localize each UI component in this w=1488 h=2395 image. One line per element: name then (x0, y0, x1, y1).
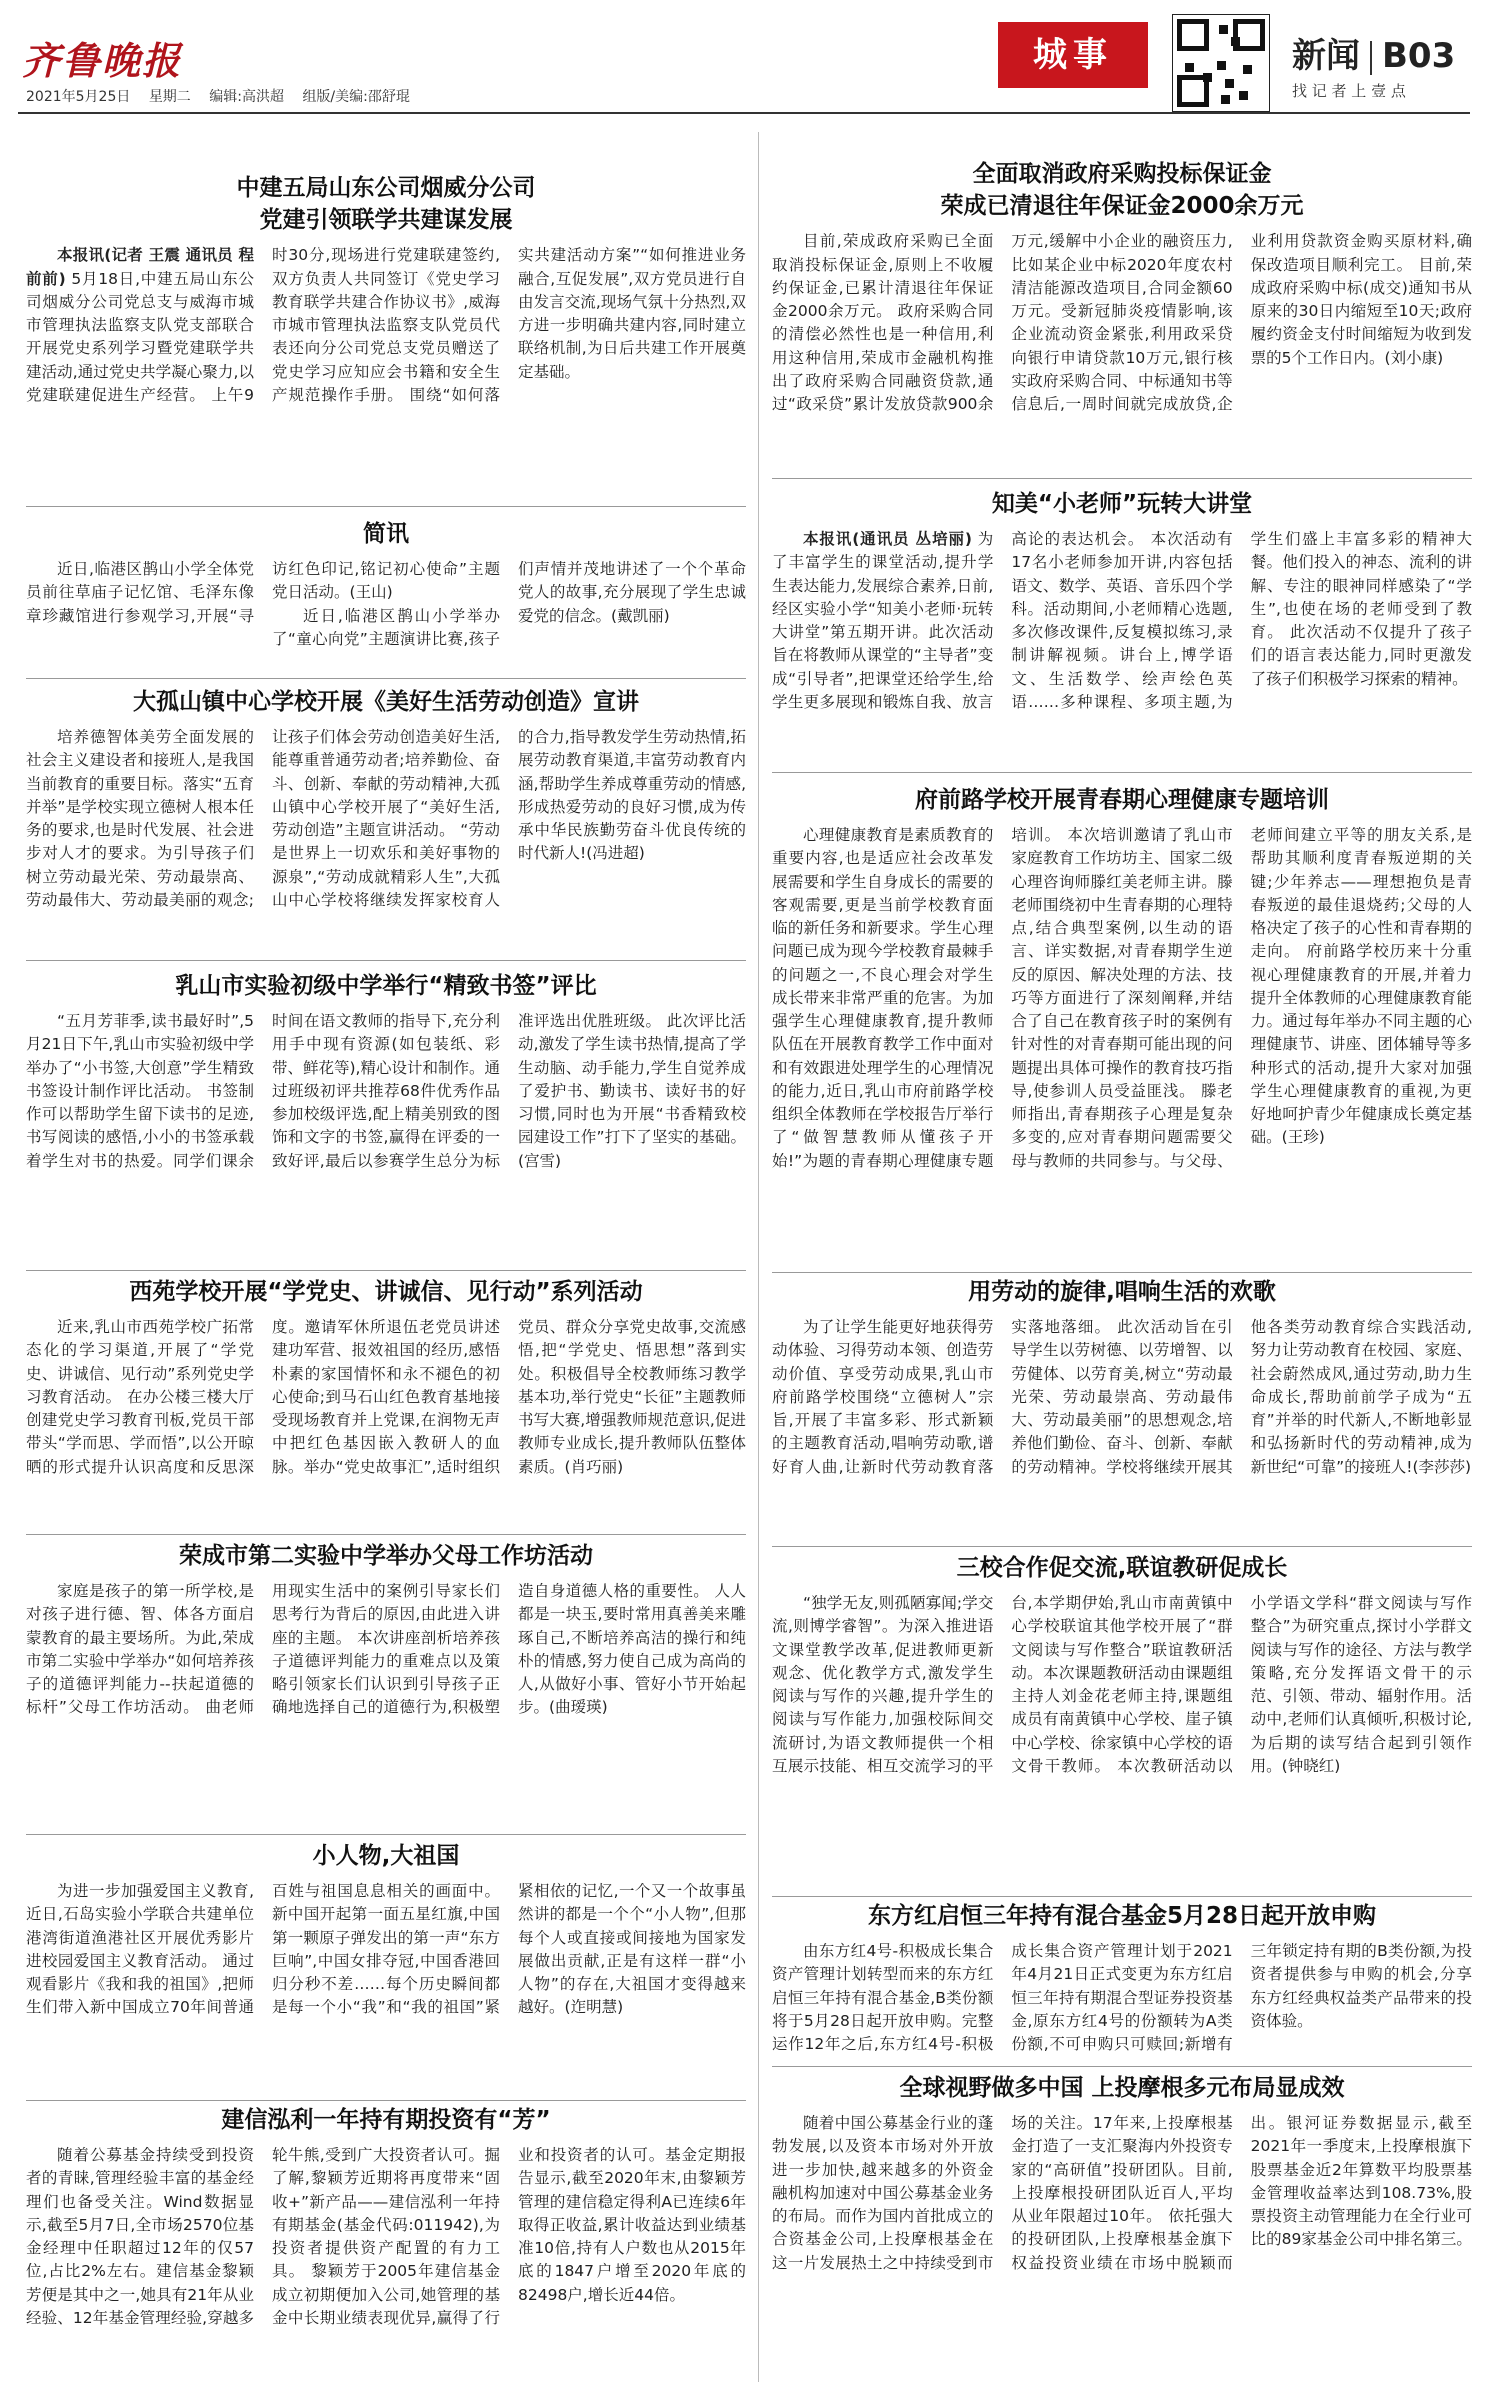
article-title: 小人物,大祖国 (312, 1843, 460, 1869)
edition-info (26, 86, 424, 106)
article-text: 培养德智体美劳全面发展的社会主义建设者和接班人,是我国当前教育的重要目标。落实“五育并举”是学校实现立德树人根本任务的要求,也是时代发展、社会进步对人才的要求。为引导孩子们树立劳动最光荣、劳动最崇高、劳动最伟大、劳动最美丽的观念;让孩子们体会劳动创造美好生活,能尊重普通劳动者;培养勤俭、奋斗、创新、奉献的劳动精神,大孤山镇中心学校开展了“美好生活,劳动创造”主题宣讲活动。 “劳动是世界上一切欢乐和美好事物的源泉”,“劳动成就精彩人生”,大孤山中心学校将继续发挥家校育人的合力,指导教发学生劳动热情,拓展劳动教育渠道,丰富劳动教育内涵,帮助学生养成尊重劳动的情感,形成热爱劳动的良好习惯,成为传承中华民族勤劳奋斗优良传统的时代新人! (26, 728, 746, 909)
divider (26, 1534, 746, 1535)
design-credit: 组版/美编:邵舒琨 (302, 89, 410, 105)
article-subtitle: 荣成已清退往年保证金2000余万元 (940, 193, 1304, 220)
page-header (0, 0, 1488, 125)
article-title: 简讯 (363, 521, 409, 547)
article-title: 西苑学校开展“学党史、讲诚信、见行动”系列活动 (129, 1279, 643, 1305)
article-title: 东方红启恒三年持有混合基金5月28日起开放申购 (867, 1903, 1376, 1929)
article-text: 由东方红4号-积极成长集合资产管理计划转型而来的东方红启恒三年持有混合基金,B类份额将于5月28日起开放申购。完整运作12年之后,东方红4号-积极成长集合资产管理计划于2021年4月21日正式变更为东方红启恒三年持有期混合型证券投资基金,原东方红4号的份额转为A类份额,不可申购只可赎回;新增有三年锁定持有期的B类份额,为投资者提供参与申购的机会,分享东方红经典权益类产品带来的投资体验。 (772, 1942, 1472, 2054)
article-body (772, 230, 1472, 416)
article-jianxin (26, 2104, 746, 2384)
divider (772, 1546, 1472, 1547)
article-body (772, 1592, 1472, 1778)
divider (772, 1272, 1472, 1273)
article-body (26, 244, 746, 407)
article-body (26, 1010, 746, 1173)
article-author: (戴凯丽) (611, 606, 670, 625)
column-divider (758, 132, 759, 2382)
article-author: (肖巧丽) (564, 1457, 624, 1476)
article-text: 近来,乳山市西苑学校广拓常态化的学习渠道,开展了“学党史、讲诚信、见行动”系列党史学习教育活动。 在办公楼三楼大厅创建党史学习教育刊板,党员干部带头“学而思、学而悟”,以公开晾晒的形式提升认识高度和反思深度。邀请军休所退伍老党员讲述建功军营、报效祖国的经历,感悟朴素的家国情怀和永不褪色的初心使命;到马石山红色教育基地接受现场教育并上党课,在润物无声中把红色基因嵌入教研人的血脉。举办“党史故事汇”,适时组织党员、群众分享党史故事,交流感悟,把“学党史、悟思想”落到实处。积极倡导全校教师练习教学基本功,举行党史“长征”主题教师书写大赛,增强教师规范意识,促进教师专业成长,提升教师队伍整体素质。 (26, 1318, 746, 1476)
reporter-contact: 找 记 者 上 壹 点 (1292, 82, 1406, 100)
article-body (772, 2112, 1472, 2275)
article-little-teacher (772, 488, 1472, 766)
article-little-people (26, 1840, 746, 2094)
article-byline: 本报讯(通讯员 丛培丽) (803, 530, 972, 549)
article-body (26, 1580, 746, 1720)
divider (772, 2066, 1472, 2067)
article-three-schools (772, 1552, 1472, 1892)
page-heading (1292, 28, 1455, 77)
issue-date: 2021年5月25日 (26, 89, 131, 105)
article-title: 全面取消政府采购投标保证金 (972, 161, 1272, 187)
article-title: 三校合作促交流,联谊教研促成长 (956, 1555, 1288, 1581)
article-text: 近日,临港区鹊山小学举办了“童心向党”主题演讲比赛,孩子们声情并茂地讲述了一个个革命党人的故事,充分展现了学生忠诚爱党的信念。 (272, 560, 746, 648)
article-title: 知美“小老师”玩转大讲堂 (991, 491, 1253, 517)
article-title: 府前路学校开展青春期心理健康专题培训 (915, 787, 1329, 813)
article-author: (曲瑷瑛) (549, 1698, 608, 1717)
editor-credit: 编辑:高洪超 (209, 89, 284, 105)
divider (26, 2100, 746, 2101)
article-xiyuan (26, 1276, 746, 1530)
article-author: (宫雪) (518, 1151, 562, 1170)
header-rule (18, 112, 1470, 114)
article-author: (刘小康) (1384, 348, 1444, 367)
divider (26, 1834, 746, 1835)
article-text: 心理健康教育是素质教育的重要内容,也是适应社会改革发展需要和学生自身成长的需要的客观需要,更是当前学校教育面临的新任务和新要求。学生心理问题已成为现今学校教育最棘手的问题之一,不良心理会对学生成长带来非常严重的危害。为加强学生心理健康教育,提升教师队伍在开展教育教学工作中面对和有效跟进处理学生的心理情况的能力,近日,乳山市府前路学校组织全体教师在学校报告厅举行了“做智慧教师从懂孩子开始!”为题的青春期心理健康专题培训。 本次培训邀请了乳山市家庭教育工作坊坊主、国家二级心理咨询师滕红美老师主讲。滕老师围绕初中生青春期的心理特点,结合典型案例,以生动的语言、详实数据,对青春期学生逆反的原因、解决处理的方法、技巧等方面进行了深刻阐释,并结合了自己在教育孩子时的案例有针对性的对青春期可能出现的问题提出具体可操作的教育技巧指导,使参训人员受益匪浅。 滕老师指出,青春期孩子心理是复杂多变的,应对青春期问题需要父母与教师的共同参与。与父母、老师间建立平等的朋友关系,是帮助其顺利度青春叛逆期的关键;少年养志——理想抱负是青春叛逆的最佳退烧药;父母的人格决定了孩子的心性和青春期的走向。 府前路学校历来十分重视心理健康教育的开展,并着力提升全体教师的心理健康教育能力。通过每年举办不同主题的心理健康节、讲座、团体辅导等多种形式的活动,提升大家对加强学生心理健康教育的重视,为更好地呵护青少年健康成长奠定基础。 (772, 826, 1472, 1170)
divider (772, 772, 1472, 773)
article-author: (李莎莎) (1412, 1457, 1472, 1476)
article-author: (迮明慧) (564, 1998, 624, 2017)
article-body (772, 1316, 1472, 1479)
article-text: “独学无友,则孤陋寡闻;学交流,则博学睿智”。为深入推进语文课堂教学改革,促进教师更新观念、优化教学方式,激发学生阅读与写作的兴趣,提升学生的阅读与写作能力,加强校际间交流研讨,为语文教师提供一个相互展示技能、相互交流学习的平台,本学期伊始,乳山市南黄镇中心学校联谊其他学校开展了“群文阅读与写作整合”联谊教研活动。本次课题教研活动由课题组主持人刘金花老师主持,课题组成员有南黄镇中心学校、崖子镇中心学校、徐家镇中心学校的语文骨干教师。 本次教研活动以小学语文学科“群文阅读与写作整合”为研究重点,探讨小学群文阅读与写作的途径、方法与教学策略,充分发挥语文骨干的示范、引领、带动、辐射作用。活动中,老师们认真倾听,积极讨论,为后期的读写结合起到引领作用。 (772, 1594, 1472, 1775)
article-bookmark-contest (26, 970, 746, 1266)
article-text: 家庭是孩子的第一所学校,是对孩子进行德、智、体各方面启蒙教育的最主要场所。为此,荣成市第二实验中学举办“如何培养孩子的道德评判能力--扶起道德的标杆”父母工作坊活动。 曲老师用现实生活中的案例引导家长们思考行为背后的原因,由此进入讲座的主题。 本次讲座剖析培养孩子道德评判能力的重难点以及策略引领家长们认识到引导孩子正确地选择自己的道德行为,积极塑造自身道德人格的重要性。 人人都是一块玉,要时常用真善美来雕琢自己,不断培养高洁的操行和纯朴的情感,努力使自己成为高尚的人,从做好小事、管好小节开始起步。 (26, 1582, 746, 1717)
article-dagushan (26, 686, 746, 956)
article-title: 中建五局山东公司烟威分公司 (236, 175, 536, 201)
article-author: (冯进超) (586, 844, 645, 863)
article-title: 用劳动的旋律,唱响生活的欢歌 (968, 1279, 1276, 1305)
article-text: “五月芳菲季,读书最好时”,5月21日下午,乳山市实验初级中学举办了“小书签,大创意”学生精致书签设计制作评比活动。 书签制作可以帮助学生留下读书的足迹,书写阅读的感悟,小小的书签承载着学生对书的热爱。同学们课余时间在语文教师的指导下,充分利用手中现有资源(如包装纸、彩带、鲜花等),精心设计和制作。通过班级初评共推荐68件优秀作品参加校级评选,配上精美别致的图饰和文字的书签,赢得在评委的一致好评,最后以参赛学生总分为标准评选出优胜班级。 此次评比活动,激发了学生读书热情,提高了学生动脑、动手能力,学生自觉养成了爱护书、勤读书、读好书的好习惯,同时也为开展“书香精致校园建设工作”打下了坚实的基础。 (26, 1012, 746, 1170)
article-brief-news (26, 518, 746, 668)
divider (772, 1896, 1472, 1897)
article-psych-training (772, 784, 1472, 1268)
article-body (772, 824, 1472, 1173)
article-body (772, 528, 1472, 714)
divider (26, 678, 746, 679)
article-text: 目前,荣成政府采购已全面取消投标保证金,原则上不收履约保证金,已累计清退往年保证金2000余万元。 政府采购合同的清偿必然性也是一种信用,利用这种信用,荣成市金融机构推出了政府采购合同融资贷款,通过“政采贷”累计发放贷款900余万元,缓解中小企业的融资压力,比如某企业中标2020年度农村清洁能源改造项目,合同金额60万元。受新冠肺炎疫情影响,该企业流动资金紧张,利用政采贷向银行申请贷款10万元,银行核实政府采购合同、中标通知书等信息后,一周时间就完成放贷,企业利用贷款资金购买原材料,确保改造项目顺利完工。 目前,荣成政府采购中标(成交)通知书从原来的30日内缩短至10天;政府履约资金支付时间缩短为收到发票的5个工作日内。 (772, 232, 1472, 414)
article-author: (钟晓红) (1281, 1756, 1341, 1775)
divider (26, 1270, 746, 1271)
article-procurement (772, 158, 1472, 476)
article-text: 随着公募基金持续受到投资者的青睐,管理经验丰富的基金经理们也备受关注。Wind数据显示,截至5月7日,全市场2570位基金经理中任职超过12年的仅57位,占比2%左右。建信基金黎颖芳便是其中之一,她具有21年从业经验、12年基金管理经验,穿越多轮牛熊,受到广大投资者认可。掘了解,黎颖芳近期将再度带来“固收+”新产品——建信泓利一年持有期基金(基金代码:011942),为投资者提供资产配置的有力工具。 黎颖芳于2005年建信基金成立初期便加入公司,她管理的基金中长期业绩表现优异,赢得了行业和投资者的认可。基金定期报告显示,截至2020年末,由黎颖芳管理的建信稳定得利A已连续6年取得正收益,累计收益达到业绩基准10倍,持有人户数也从2015年底的1847户增至2020年底的82498户,增长近44倍。 (26, 2146, 746, 2327)
article-text: 为进一步加强爱国主义教育,近日,石岛实验小学联合共建单位港湾街道渔港社区开展优秀影片进校园爱国主义教育活动。 通过观看影片《我和我的祖国》,把师生们带入新中国成立70年间普通百姓与祖国息息相关的画面中。新中国开起第一面五星红旗,中国第一颗原子弹发出的第一声“东方巨响”,中国女排夺冠,中国香港回归分秒不差……每个历史瞬间都是每一个小“我”和“我的祖国”紧紧相依的记忆,一个又一个故事虽然讲的都是一个个“小人物”,但那每个人或直接或间接地为国家发展做出贡献,正是有这样一群“小人物”的存在,大祖国才变得越来越好。 (26, 1882, 746, 2017)
divider (26, 506, 746, 507)
article-parent-workshop (26, 1540, 746, 1828)
page-number: B03 (1382, 36, 1456, 76)
divider (772, 478, 1472, 479)
article-zhongjian (26, 172, 746, 490)
article-body (772, 1940, 1472, 2056)
article-text: 随着中国公募基金行业的蓬勃发展,以及资本市场对外开放进一步加快,越来越多的外资金融机构加速对中国公募基金业务的布局。而作为国内首批成立的合资基金公司,上投摩根基金在这一片发展热土之中持续受到市场的关注。17年来,上投摩根基金打造了一支汇聚海内外投资专家的“高研值”投研团队。目前,上投摩根投研团队近百人,平均从业年限超过10年。 依托强大的投研团队,上投摩根基金旗下权益投资业绩在市场中脱颖而出。银河证券数据显示,截至2021年一季度末,上投摩根旗下股票基金近2年算数平均股票基金管理收益率达到108.73%,股票投资主动管理能力在全行业可比的89家基金公司中排名第三。 (772, 2114, 1472, 2272)
article-dongfanghong (772, 1900, 1472, 2060)
article-text: 近日,临港区鹊山小学全体党员前往草庙子记忆馆、毛泽东像章珍藏馆进行参观学习,开展“寻访红色印记,铭记初心使命”主题党日活动。 (26, 560, 500, 625)
article-body (26, 1316, 746, 1479)
article-title: 荣成市第二实验中学举办父母工作坊活动 (179, 1543, 593, 1569)
article-title: 大孤山镇中心学校开展《美好生活劳动创造》宣讲 (133, 689, 639, 715)
page-name: 新闻 (1292, 36, 1360, 76)
article-text: 5月18日,中建五局山东公司烟威分公司党总支与威海市城市管理执法监察支队党支部联合开展党史系列学习暨党建联学共建活动,通过党史共学凝心聚力,以党建联建促进生产经营。 上午9时30分,现场进行党建联建签约,双方负责人共同签订《党史学习教育联学共建合作协议书》,威海市城市管理执法监察支队党员代表还向分公司党总支党员赠送了党史学习应知应会书籍和安全生产规范操作手册。 围绕“如何落实共建活动方案”“如何推进业务融合,互促发展”,双方党员进行自由发言交流,现场气氛十分热烈,双方进一步明确共建内容,同时建立联络机制,为日后共建工作开展奠定基础。 (26, 246, 746, 404)
article-byline: 本报讯(记者 王震 通讯员 程前前) (26, 246, 254, 288)
divider (26, 960, 746, 961)
article-author: (王珍) (1281, 1128, 1325, 1147)
article-body (26, 2144, 746, 2330)
article-text: 为了让学生能更好地获得劳动体验、习得劳动本领、创造劳动价值、享受劳动成果,乳山市府前路学校围绕“立德树人”宗旨,开展了丰富多彩、形式新颖的主题教育活动,唱响劳动歌,谱好育人曲,让新时代劳动教育落实落地落细。 此次活动旨在引导学生以劳树德、以劳增智、以劳健体、以劳育美,树立“劳动最光荣、劳动最崇高、劳动最伟大、劳动最美丽”的思想观念,培养他们勤俭、奋斗、创新、奉献的劳动精神。学校将继续开展其他各类劳动教育综合实践活动,努力让劳动教育在校园、家庭、社会蔚然成风,通过劳动,助力生命成长,帮助前前学子成为“五育”并举的时代新人,不断地彰显和弘扬新时代的劳动精神,成为新世纪“可靠”的接班人! (772, 1318, 1472, 1476)
article-title: 全球视野做多中国 上投摩根多元布局显成效 (899, 2075, 1345, 2101)
section-tag: 城事 (998, 22, 1148, 88)
article-subtitle: 党建引领联学共建谋发展 (259, 207, 513, 234)
article-body (26, 1880, 746, 2020)
article-shangtou-morgan (772, 2072, 1472, 2384)
article-body (26, 558, 746, 651)
issue-weekday: 星期二 (148, 89, 191, 105)
qr-code-icon (1172, 14, 1270, 112)
article-author: (王山) (349, 583, 393, 602)
newspaper-logo: 齐鲁晚报 (22, 38, 183, 83)
article-title: 建信泓利一年持有期投资有“芳” (221, 2107, 551, 2133)
article-text: 为了丰富学生的课堂活动,提升学生表达能力,发展综合素养,日前,经区实验小学“知美小老师·玩转大讲堂”第五期开讲。此次活动旨在将教师从课堂的“主导者”变成“引导者”,把课堂还给学生,给学生更多展现和锻炼自我、放言高论的表达机会。 本次活动有17名小老师参加开讲,内容包括语文、数学、英语、音乐四个学科。活动期间,小老师精心选题,多次修改课件,反复模拟练习,录制讲解视频。讲台上,博学语文、生活数学、绘声绘色英语……多种课程、多项主题,为学生们盛上丰富多彩的精神大餐。他们投入的神态、流利的讲解、专注的眼神同样感染了“学生”,也使在场的老师受到了教育。 此次活动不仅提升了孩子们的语言表达能力,同时更激发了孩子们积极学习探索的精神。 (772, 530, 1472, 711)
article-labor-song (772, 1276, 1472, 1540)
article-body (26, 726, 746, 912)
article-title: 乳山市实验初级中学举行“精致书签”评比 (175, 973, 597, 999)
